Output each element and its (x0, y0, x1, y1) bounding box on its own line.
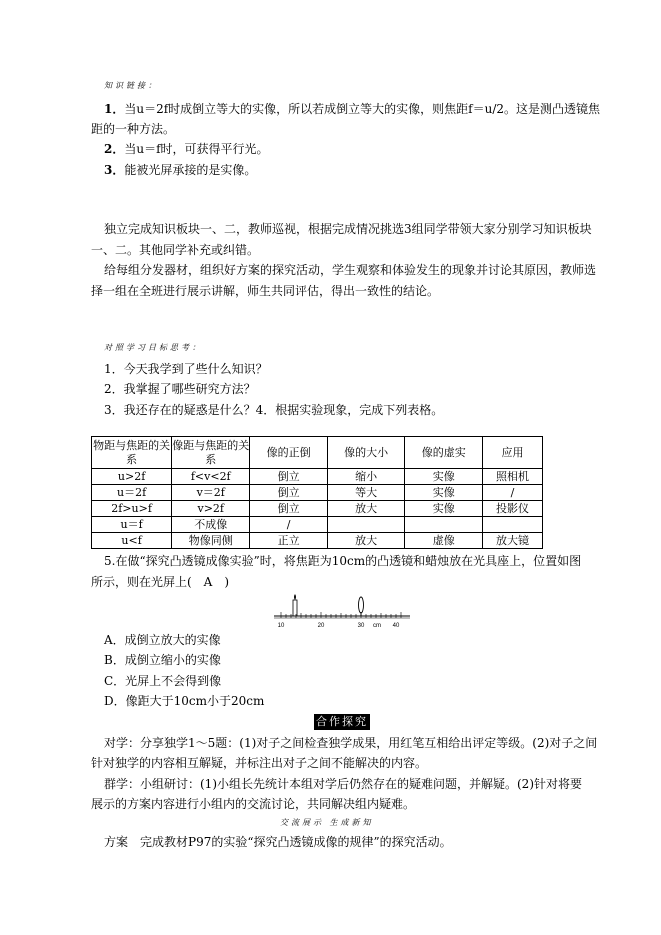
coop-line3: 群学：小组研讨：(1)小组长先统计本组对学后仍然存在的疑难问题，并解疑。(2)针对将要 (104, 777, 582, 791)
question-2: 2．我掌握了哪些研究方法？ (104, 382, 256, 396)
knowledge-link-heading: 知识链接： (104, 81, 159, 90)
knowledge-item-1: 1．当u＝2f时成倒立等大的实像，所以若成倒立等大的实像，则焦距f＝u/2。这是测凸透镜焦 (104, 102, 601, 116)
q5-line2: 所示，则在光屏上( A ) (91, 575, 230, 589)
table-cell: 实像 (405, 485, 483, 501)
table-cell: v＝2f (172, 485, 250, 501)
lens-icon (359, 597, 364, 616)
table-header-cell: 像距与焦距的关系 (172, 437, 250, 469)
para2-line1: 给每组分发器材，组织好方案的探究活动，学生观察和体验发生的现象并讨论其原因，教师选 (104, 263, 597, 277)
para2-line2: 择一组在全班进行展示讲解，师生共同评估，得出一致性的结论。 (91, 284, 440, 298)
table-header-cell: 像的虚实 (405, 437, 483, 469)
table-cell (483, 517, 543, 533)
option-b: B．成倒立缩小的实像 (104, 653, 221, 667)
table-row (92, 485, 543, 501)
table-header-cell: 物距与焦距的关系 (92, 437, 172, 469)
table-cell: 倒立 (250, 485, 328, 501)
ruler-label: 10 (277, 623, 285, 629)
option-c: C．光屏上不会得到像 (104, 674, 222, 688)
table-cell: / (250, 517, 328, 533)
table-cell: 不成像 (172, 517, 250, 533)
ruler-label: 30 (357, 623, 365, 629)
table-header-row (92, 437, 543, 469)
coop-line2: 针对独学的内容相互解疑，并标注出对子之间不能解决的内容。 (91, 756, 428, 770)
table-cell: u＝2f (92, 485, 172, 501)
table-cell: 投影仪 (483, 501, 543, 517)
exchange-heading: 交流展示 生成新知 (280, 818, 374, 827)
knowledge-item-3: 3．能被光屏承接的是实像。 (104, 163, 257, 177)
optical-bench-figure (272, 592, 412, 630)
table-cell: 倒立 (250, 469, 328, 485)
table-row (92, 501, 543, 517)
option-d: D．像距大于10cm小于20cm (104, 694, 265, 708)
question-1: 1．今天我学到了些什么知识？ (104, 362, 268, 376)
table-cell: 正立 (250, 533, 328, 549)
candle-icon (293, 594, 297, 616)
table-cell: 2f>u>f (92, 501, 172, 517)
para1-line1: 独立完成知识板块一、二，教师巡视，根据完成情况挑选3组同学带领大家分别学习知识板块 (104, 222, 592, 236)
q5-line1: 5.在做“探究凸透镜成像实验”时，将焦距为10cm的凸透镜和蜡烛放在光具座上，位置如图 (104, 554, 582, 568)
coop-line4: 展示的方案内容进行小组内的交流讨论，共同解决组内疑难。 (91, 797, 416, 811)
reflection-heading: 对照学习目标思考： (104, 343, 203, 352)
para1-line2: 一、二。其他同学补充或纠错。 (91, 243, 260, 257)
table-cell: 放大镜 (483, 533, 543, 549)
table-cell: 倒立 (250, 501, 328, 517)
table-row (92, 517, 543, 533)
table-cell: 照相机 (483, 469, 543, 485)
table-cell: 等大 (327, 485, 405, 501)
table-cell: 实像 (405, 501, 483, 517)
table-cell: u＝f (92, 517, 172, 533)
question-3: 3．我还存在的疑惑是什么？4．根据实验现象，完成下列表格。 (104, 403, 444, 417)
table-header-cell: 像的正倒 (250, 437, 328, 469)
table-cell: u<f (92, 533, 172, 549)
option-a: A．成倒立放大的实像 (104, 633, 221, 647)
table-cell: / (483, 485, 543, 501)
table-header-cell: 应用 (483, 437, 543, 469)
coop-line1: 对学：分享独学1～5题：(1)对子之间检查独学成果，用红笔互相给出评定等级。(2)对子之间 (104, 736, 598, 750)
table-cell (405, 517, 483, 533)
section-title-badge: 合作探究 (316, 715, 368, 728)
table-cell: 虚像 (405, 533, 483, 549)
ruler-unit: cm (373, 623, 381, 629)
table-cell: 放大 (327, 501, 405, 517)
knowledge-item-2: 2．当u＝f时，可获得平行光。 (104, 142, 269, 156)
table-cell: 物像同侧 (172, 533, 250, 549)
table-cell: f<v<2f (172, 469, 250, 485)
imaging-table (91, 436, 543, 549)
ruler-label: 20 (317, 623, 325, 629)
table-cell: 放大 (327, 533, 405, 549)
table-cell: 实像 (405, 469, 483, 485)
table-row (92, 469, 543, 485)
table-cell: u>2f (92, 469, 172, 485)
plan-line: 方案 完成教材P97的实验“探究凸透镜成像的规律”的探究活动。 (104, 835, 452, 849)
ruler-label: 40 (392, 623, 400, 629)
table-cell (327, 517, 405, 533)
table-cell: 缩小 (327, 469, 405, 485)
table-cell: v>2f (172, 501, 250, 517)
table-row (92, 533, 543, 549)
table-header-cell: 像的大小 (327, 437, 405, 469)
knowledge-item-1-cont: 距的一种方法。 (91, 122, 176, 136)
